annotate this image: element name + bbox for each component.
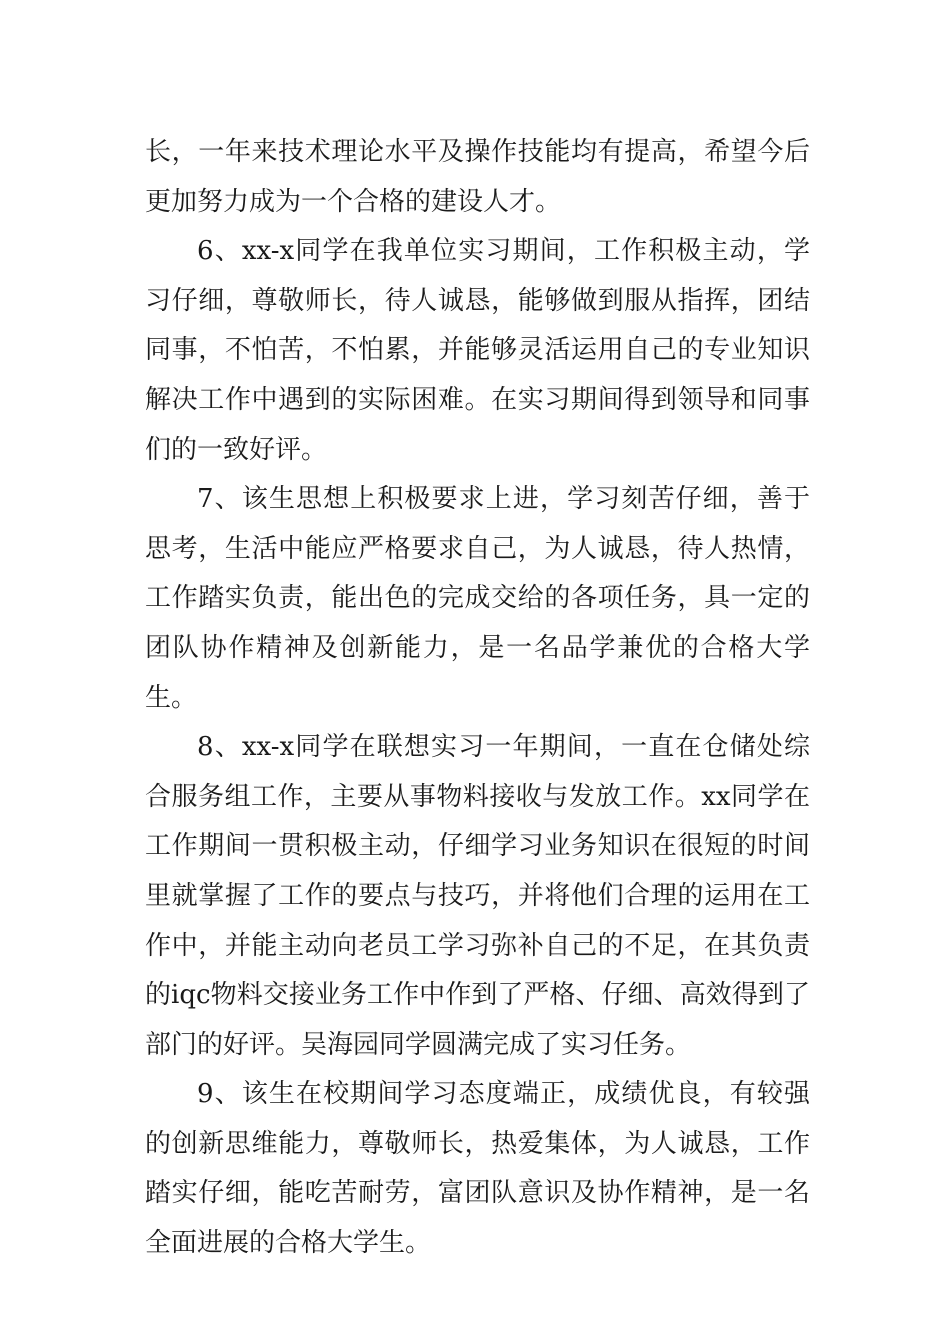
paragraph-continuation: 长，一年来技术理论水平及操作技能均有提高，希望今后更加努力成为一个合格的建设人才。	[145, 137, 810, 217]
paragraph-item-9: 9、该生在校期间学习态度端正，成绩优良，有较强的创新思维能力，尊敬师长，热爱集体，为人诚恳，工作踏实仔细，能吃苦耐劳，富团队意识及协作精神，是一名全面进展的合格大学生。	[145, 1079, 810, 1259]
paragraph-item-6: 6、xx-x同学在我单位实习期间，工作积极主动，学习仔细，尊敬师长，待人诚恳，能够做到服从指挥，团结同事，不怕苦，不怕累，并能够灵活运用自己的专业知识解决工作中遇到的实际困难。在实习期间得到领导和同事们的一致好评。	[145, 236, 810, 465]
document-body	[145, 128, 810, 1269]
paragraph-item-7: 7、该生思想上积极要求上进，学习刻苦仔细，善于思考，生活中能应严格要求自己，为人诚恳，待人热情，工作踏实负责，能出色的完成交给的各项任务，具一定的团队协作精神及创新能力，是一名品学兼优的合格大学生。	[145, 484, 810, 713]
paragraph-item-8: 8、xx-x同学在联想实习一年期间，一直在仓储处综合服务组工作，主要从事物料接收与发放工作。xx同学在工作期间一贯积极主动，仔细学习业务知识在很短的时间里就掌握了工作的要点与技巧，并将他们合理的运用在工作中，并能主动向老员工学习弥补自己的不足，在其负责的iqc物料交接业务工作中作到了严格、仔细、高效得到了部门的好评。吴海园同学圆满完成了实习任务。	[145, 732, 810, 1060]
